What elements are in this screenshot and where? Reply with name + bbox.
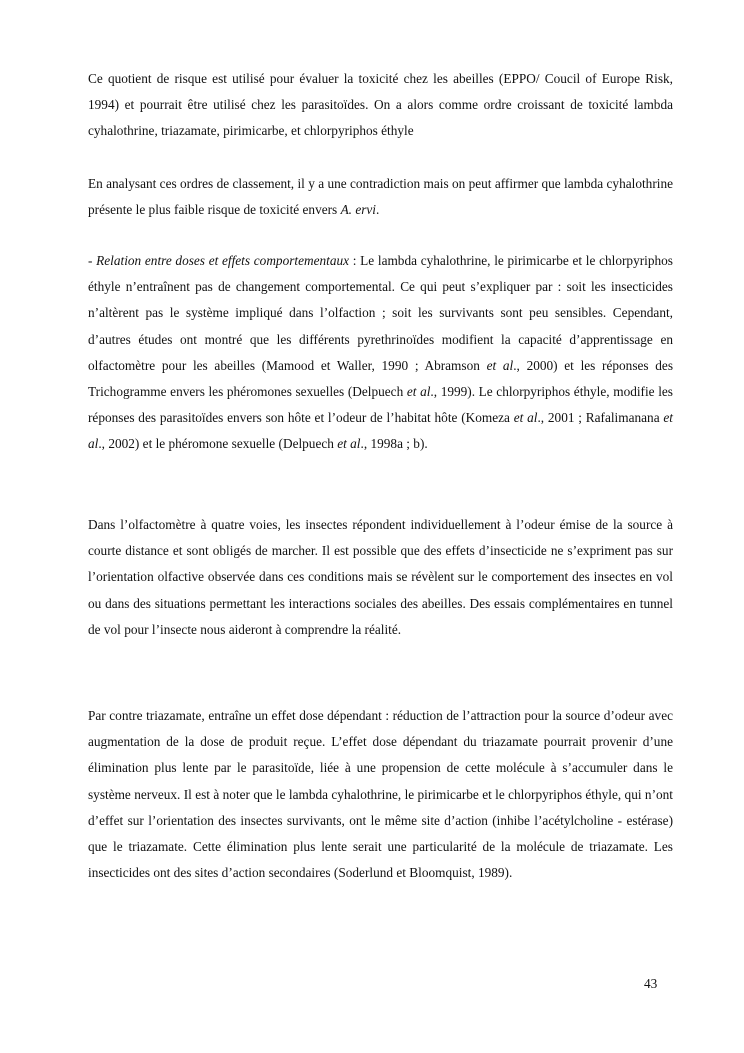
paragraph-text: ., 2002) et le phéromone sexuelle (Delpuech [98, 436, 338, 452]
paragraph-text: ., 1999). Le chlorpyriphos éthyle, modifie les réponses des parasitoïdes envers son hôte et l’odeur de l’habitat hôte (Komeza [88, 384, 673, 426]
citation-et-al: et al [486, 357, 514, 373]
paragraph-text: En analysant ces ordres de classement, il y a une contradiction mais on peut affirmer que lambda cyhalothrine présente le plus faible risque de toxicité envers [88, 176, 673, 218]
species-name: A. ervi [340, 202, 377, 218]
list-dash: - [88, 253, 97, 268]
citation-et-al: et al [513, 410, 538, 426]
citation-et-al: et al [88, 410, 673, 452]
paragraph-end: . [376, 202, 380, 218]
paragraph-text: ., 2001 ; Rafalimanana [537, 410, 664, 426]
paragraph-text: : Le lambda cyhalothrine, le pirimicarbe et le chlorpyriphos éthyle n’entraînent pas de changement comportemental. Ce qui peut s’expliquer par : soit les insecticides n’altèrent pas le système impliqué dans l’olfaction ; soit les survivants sont peu sensibles. Cependant, d’autres études ont montré que les différents pyrethrinoïdes modifient la capacité d’apprentissage en olfactomètre pour les abeilles (Mamood et Waller, 1990 ; Abramson [88, 253, 673, 373]
section-heading: Relation entre doses et effets comportementaux [96, 253, 350, 268]
paragraph-risk-quotient: Ce quotient de risque est utilisé pour évaluer la toxicité chez les abeilles (EPPO/ Coucil of Europe Risk, 1994) et pourrait être utilisé chez les parasitoïdes. On a alors comme ordre croissant de toxicité lambda cyhalothrine, triazamate, pirimicarbe, et chlorpyriphos éthyle [88, 71, 673, 139]
paragraph-ranking-analysis [88, 171, 673, 223]
citation-et-al: et al [337, 436, 361, 452]
paragraph-triazamate: Par contre triazamate, entraîne un effet dose dépendant : réduction de l’attraction pour la source d’odeur avec augmentation de la dose de produit reçue. L’effet dose dépendant du triazamate pourrait provenir d’une élimination plus lente par le parasitoïde, liée à une propension de cette molécule à s’accumuler dans le système nerveux. Il est à noter que le lambda cyhalothrine, le pirimicarbe et le chlorpyriphos éthyle, qui n’ont d’effet sur l’orientation des insectes survivants, ont le même site d’action (inhibe l’acétylcholine - estérase) que le triazamate. Cette élimination plus lente serait une particularité de la molécule de triazamate. Les insecticides ont des sites d’action secondaires (Soderlund et Bloomquist, 1989). [88, 708, 673, 881]
paragraph-text: ., 2000) et les réponses des Trichogramme envers les phéromones sexuelles (Delpuech [88, 357, 673, 400]
paragraph-text: ., 1998a ; b). [360, 436, 428, 452]
paragraph-olfactometer: Dans l’olfactomètre à quatre voies, les insectes répondent individuellement à l’odeur émise de la source à courte distance et sont obligés de marcher. Il est possible que des effets d’insecticide ne s’expriment pas sur l’orientation olfactive observée dans ces conditions mais se révèlent sur le comportement des insectes en vol ou dans des situations permettant les interactions sociales des abeilles. Des essais complémentaires en tunnel de vol pour l’insecte nous aideront à comprendre la réalité. [88, 517, 673, 637]
page-number: 43 [644, 976, 658, 991]
paragraph-dose-behaviour [88, 248, 673, 458]
citation-et-al: et al [406, 384, 431, 400]
